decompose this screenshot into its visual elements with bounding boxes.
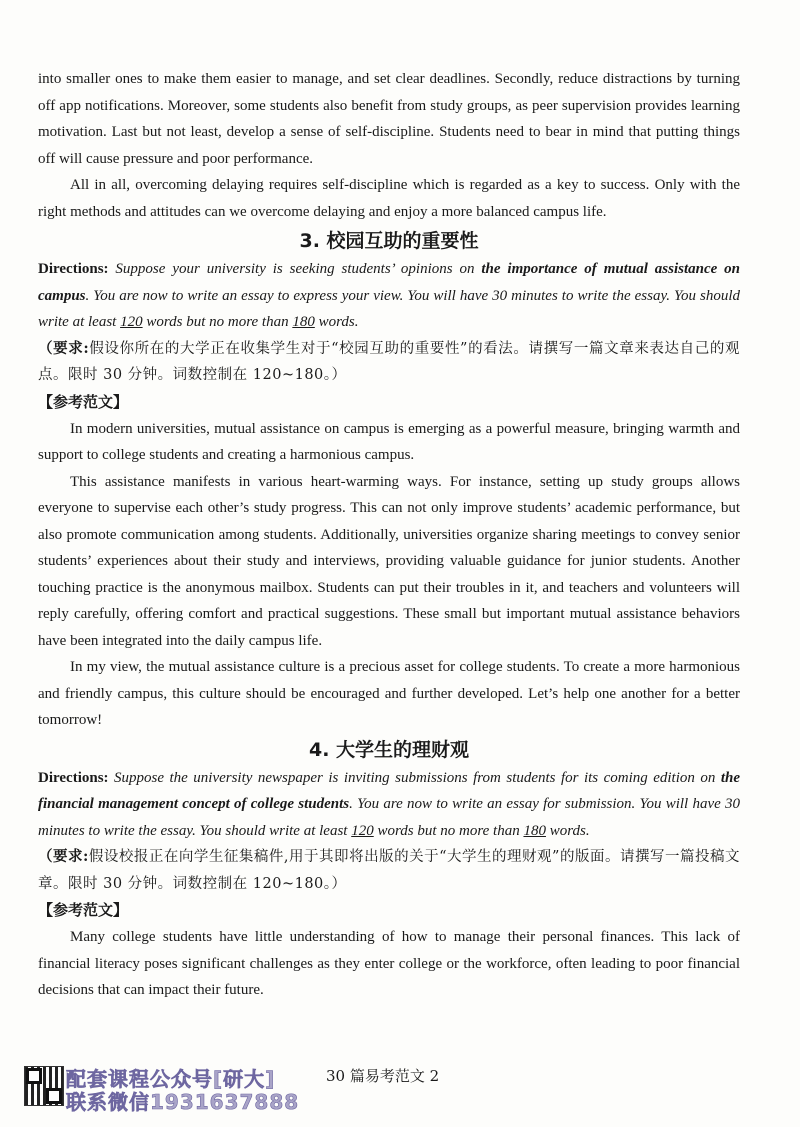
requirement-text: 假设你所在的大学正在收集学生对于“校园互助的重要性”的看法。请撰写一篇文章来表达自己的观点。限时 30 分钟。词数控制在 120~180。） (38, 340, 740, 383)
requirement-text: 假设校报正在向学生征集稿件,用于其即将出版的关于“大学生的理财观”的版面。请撰写一篇投稿文章。限时 30 分钟。词数控制在 120~180。） (38, 849, 740, 892)
section-title: 3. 校园互助的重要性 (299, 230, 479, 252)
qr-code-icon (24, 1066, 64, 1106)
directions-text: words but no more than (142, 314, 293, 330)
paragraph: Many college students have little understanding of how to manage their personal finances. This lack of financial literacy poses significant challenges as they enter college or the workforce, often leading to poor financial decisions that can impact their future. (38, 929, 740, 998)
directions-text: . You are now to write an essay for submission. You will have 30 minutes to write the essay. You should write at least (38, 796, 741, 839)
directions-text: . You are now to write an essay to express your view. You will have 30 minutes to write the essay. You should write at least (38, 287, 740, 330)
page-footer (0, 1060, 800, 1120)
max-words: 180 (523, 822, 546, 839)
section-title: 4. 大学生的理财观 (308, 738, 470, 761)
chinese-requirement (38, 844, 740, 897)
directions-label: Directions: (38, 261, 109, 277)
paragraph: In modern universities, mutual assistance on campus is emerging as a powerful measure, bringing warmth and support to college students and creating a harmonious campus. (38, 420, 740, 463)
paragraph: into smaller ones to make them easier to manage, and set clear deadlines. Secondly, reduce distractions by turning off app notifications. Moreover, some students also benefit from study groups, as peer supervision provides learning motivation. Last but not least, develop a sense of self-discipline. Students need to bear in mind that putting things off will cause pressure and poor performance. (38, 71, 740, 167)
directions (38, 256, 740, 336)
sample-essay-label: 【参考范文】 (38, 392, 129, 411)
paragraph: All in all, overcoming delaying requires self-discipline which is regarded as a key to success. Only with the right methods and attitudes can we overcome delaying and enjoy a more balanced campus life. (38, 177, 740, 220)
directions-text: Suppose your university is seeking students’ opinions on (108, 261, 482, 277)
min-words: 120 (120, 314, 143, 330)
directions-text: words. (545, 822, 590, 839)
directions-text: words. (314, 314, 359, 330)
chinese-requirement (38, 336, 740, 389)
directions-label: Directions: (38, 769, 109, 786)
requirement-label: （要求: (38, 339, 90, 357)
directions-topic: the importance of mutual assistance on campus (38, 261, 741, 304)
min-words: 120 (351, 822, 374, 839)
paragraph: In my view, the mutual assistance culture is a precious asset for college students. To create a more harmonious and friendly campus, this culture should be encouraged and further developed. Let’s help one another for a better tomorrow! (38, 659, 740, 728)
watermark-line: 联系微信1931637888 (66, 1090, 300, 1114)
requirement-label: （要求: (38, 848, 89, 865)
max-words: 180 (292, 314, 315, 330)
directions-text: words but no more than (373, 822, 524, 839)
directions-topic: the financial management concept of college students (38, 769, 740, 812)
page-number: 30 篇易考范文 2 (326, 1067, 440, 1085)
watermark-line: 配套课程公众号[研大] (66, 1067, 276, 1091)
directions-text: Suppose the university newspaper is inviting submissions from students for its coming edition on (108, 769, 721, 786)
document-page (38, 66, 740, 1004)
directions (38, 765, 740, 845)
paragraph: This assistance manifests in various heart-warming ways. For instance, setting up study groups allows everyone to supervise each other’s study progress. This can not only improve students’ academic performance, but also promote communication among students. Additionally, universities organize sharing meetings to convey senior students’ experiences about their study and interviews, providing valuable guidance for junior students. Another touching practice is the anonymous mailbox. Students can put their troubles in it, and teachers and volunteers will reply carefully, offering comfort and practical suggestions. These small but important mutual assistance behaviors have been integrated into the daily campus life. (38, 473, 740, 649)
sample-essay-label: 【参考范文】 (38, 901, 129, 919)
